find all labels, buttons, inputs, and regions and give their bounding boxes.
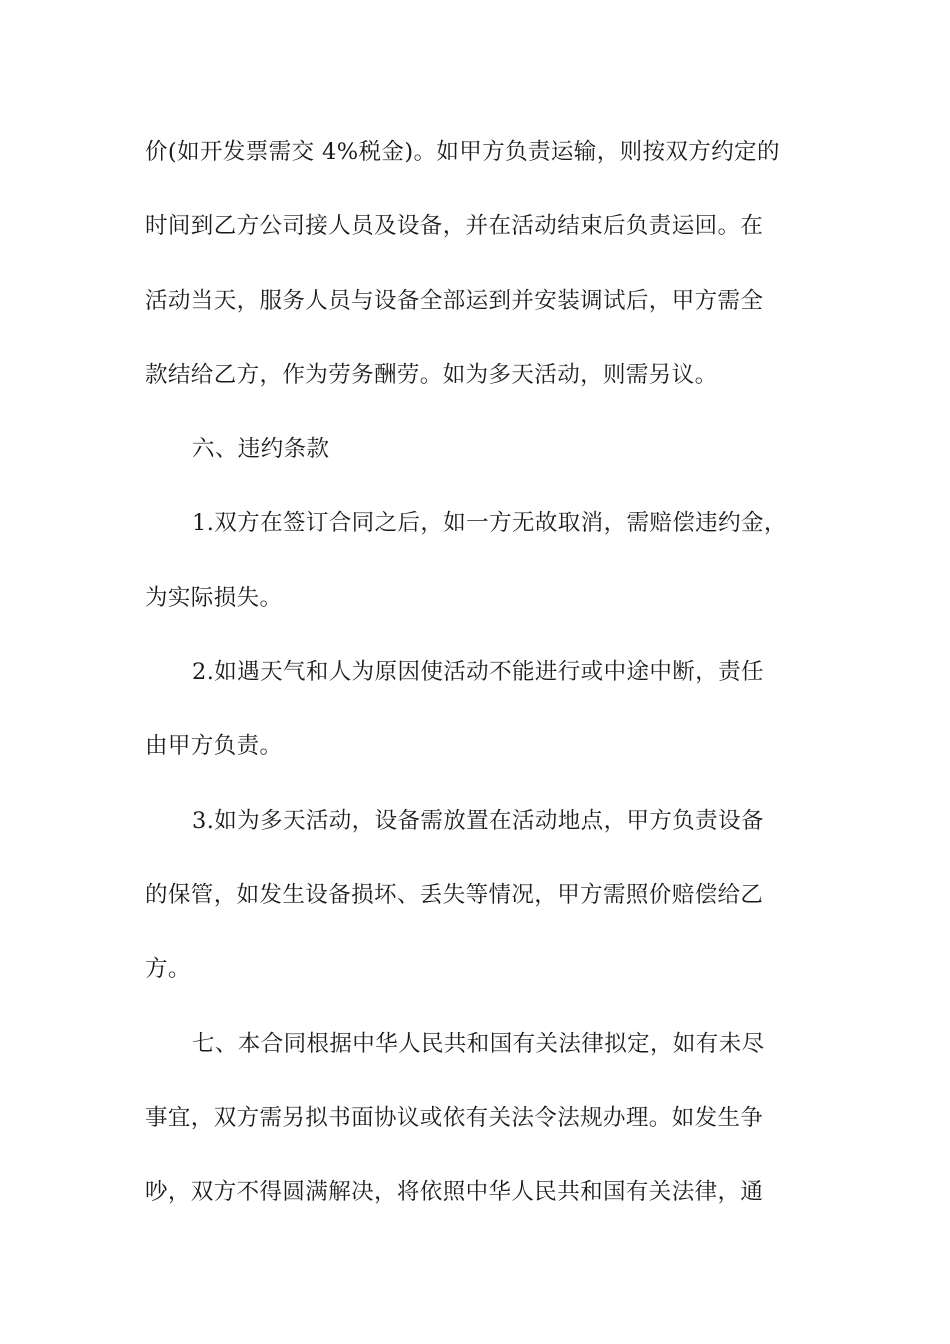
section-heading-breach: 六、违约条款	[192, 436, 330, 463]
text-line-15: 吵，双方不得圆满解决，将依照中华人民共和国有关法律，通	[145, 1179, 764, 1206]
text-line-11: 的保管，如发生设备损坏、丢失等情况，甲方需照价赔偿给乙	[145, 881, 764, 908]
text-line-3: 活动当天，服务人员与设备全部运到并安装调试后，甲方需全	[145, 287, 764, 314]
text-line-9: 由甲方负责。	[145, 733, 283, 760]
text-line-13: 七、本合同根据中华人民共和国有关法律拟定，如有未尽	[192, 1030, 765, 1057]
text-line-1: 价(如开发票需交 4%税金)。如甲方负责运输，则按双方约定的	[145, 139, 780, 165]
text-line-4: 款结给乙方，作为劳务酬劳。如为多天活动，则需另议。	[145, 361, 718, 388]
document-body	[145, 132, 810, 1246]
text-line-6: 1.双方在签订合同之后，如一方无故取消，需赔偿违约金，	[192, 510, 787, 537]
text-line-7: 为实际损失。	[145, 584, 283, 611]
text-line-2: 时间到乙方公司接人员及设备，并在活动结束后负责运回。在	[145, 213, 764, 240]
text-line-8: 2.如遇天气和人为原因使活动不能进行或中途中断，责任	[192, 659, 764, 686]
text-line-10: 3.如为多天活动，设备需放置在活动地点，甲方负责设备	[192, 807, 764, 834]
text-line-14: 事宜，双方需另拟书面协议或依有关法令法规办理。如发生争	[145, 1104, 764, 1131]
text-line-12: 方。	[145, 956, 191, 983]
